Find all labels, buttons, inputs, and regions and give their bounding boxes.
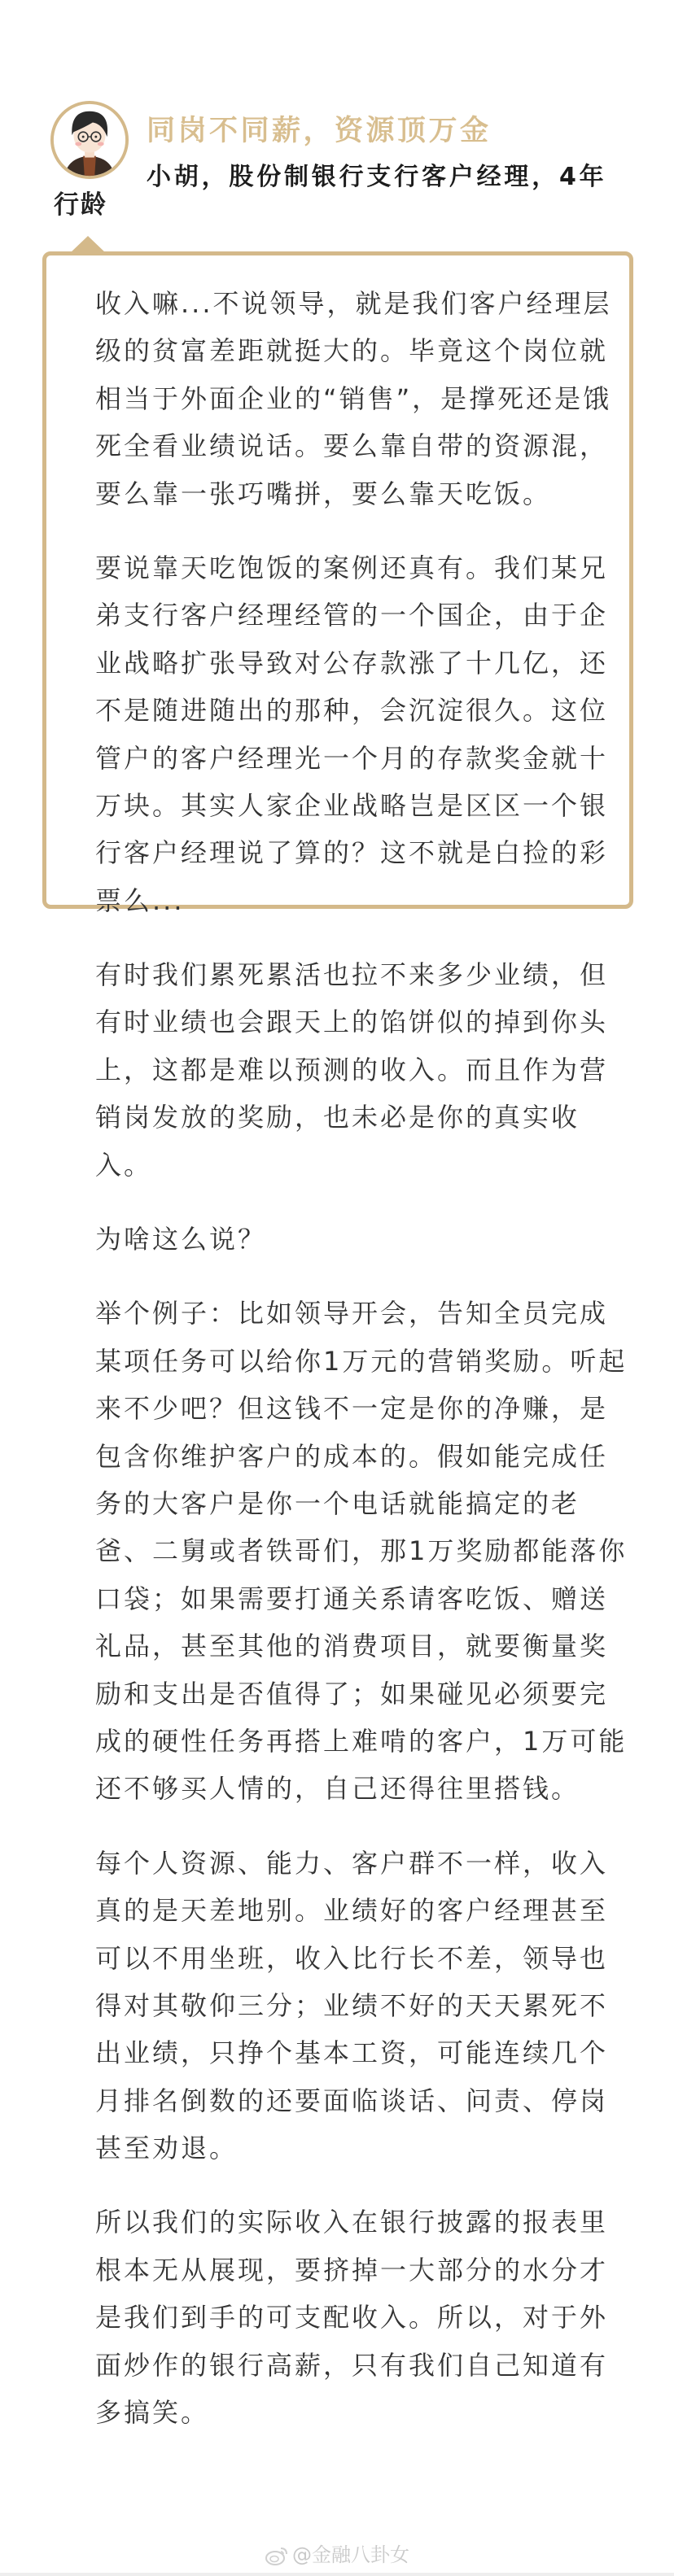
paragraph-line: 根本无从展现，要挤掉一大部分的水分才 [95, 2254, 609, 2286]
paragraph-line: 管户的客户经理光一个月的存款奖金就十 [95, 742, 609, 774]
paragraph-line: 口袋；如果需要打通关系请客吃饭、赠送 [95, 1583, 609, 1614]
paragraph-line: 要么靠一张巧嘴拼，要么靠天吃饭。 [95, 478, 552, 509]
paragraph-line: 成的硬性任务再搭上难啃的客户，1万可能 [95, 1725, 628, 1757]
paragraph-line: 举个例子：比如领导开会，告知全员完成 [95, 1298, 609, 1329]
paragraph-line: 为啥这么说？ [95, 1224, 267, 1255]
paragraph-line: 面炒作的银行高薪，只有我们自己知道有 [95, 2349, 609, 2381]
paragraph-line: 是我们到手的可支配收入。所以，对于外 [95, 2302, 609, 2334]
author-description: 小胡，股份制银行支行客户经理，4年 [147, 163, 607, 191]
paragraph-line: 有时业绩也会跟天上的馅饼似的掉到你头 [95, 1006, 609, 1038]
author-avatar [50, 100, 129, 180]
paragraph-line: 级的贫富差距就挺大的。毕竟这个岗位就 [95, 335, 609, 367]
paragraph-line: 出业绩，只挣个基本工资，可能连续几个 [95, 2037, 609, 2069]
speech-bubble-pointer [70, 236, 106, 253]
paragraph-line: 上，这都是难以预测的收入。而且作为营 [95, 1054, 609, 1085]
paragraph-line: 某项任务可以给你1万元的营销奖励。听起 [95, 1345, 628, 1377]
paragraph-line: 行客户经理说了算的？这不就是白捡的彩 [95, 837, 609, 869]
article-paragraph [95, 280, 612, 517]
paragraph-line: 来不少吧？但这钱不一定是你的净赚，是 [95, 1393, 609, 1425]
paragraph-line: 爸、二舅或者铁哥们，那1万奖励都能落你 [95, 1535, 628, 1567]
paragraph-line: 真的是天差地别。业绩好的客户经理甚至 [95, 1895, 609, 1927]
paragraph-line: 收入嘛...不说领导，就是我们客户经理层 [95, 288, 612, 319]
paragraph-line: 甚至劝退。 [95, 2133, 239, 2164]
paragraph-line: 死全看业绩说话。要么靠自带的资源混， [95, 430, 609, 462]
paragraph-line: 所以我们的实际收入在银行披露的报表里 [95, 2207, 609, 2238]
bottom-divider [0, 2573, 674, 2576]
paragraph-line: 有时我们累死累活也拉不来多少业绩，但 [95, 959, 609, 991]
article-paragraph [95, 1840, 609, 2172]
article-paragraph [95, 544, 609, 924]
paragraph-line: 励和支出是否值得了；如果碰见必须要完 [95, 1678, 609, 1709]
paragraph-line: 相当于外面企业的“销售”，是撑死还是饿 [95, 382, 612, 414]
article-paragraph [95, 1216, 600, 1263]
paragraph-line: 弟支行客户经理经管的一个国企，由于企 [95, 600, 609, 631]
paragraph-line: 万块。其实人家企业战略岂是区区一个银 [95, 789, 609, 821]
paragraph-line: 包含你维护客户的成本的。假如能完成任 [95, 1440, 609, 1472]
paragraph-line: 每个人资源、能力、客户群不一样，收入 [95, 1847, 609, 1879]
paragraph-line: 务的大客户是你一个电话就能搞定的老 [95, 1487, 580, 1519]
paragraph-line: 票么... [95, 884, 185, 916]
paragraph-line: 入。 [95, 1149, 153, 1181]
paragraph-line: 得对其敬仰三分；业绩不好的天天累死不 [95, 1989, 609, 2021]
watermark [0, 2539, 674, 2567]
paragraph-line: 月排名倒数的还要面临谈话、问责、停岗 [95, 2085, 609, 2116]
author-description-continued: 行龄 [54, 190, 107, 220]
article-paragraph [95, 2198, 609, 2436]
paragraph-line: 业战略扩张导致对公存款涨了十几亿，还 [95, 647, 609, 679]
article-body [95, 280, 628, 2463]
paragraph-line: 多搞笑。 [95, 2397, 210, 2429]
paragraph-line: 要说靠天吃饱饭的案例还真有。我们某兄 [95, 552, 609, 583]
article-title: 同岗不同薪，资源顶万金 [147, 115, 492, 147]
weibo-logo-icon [265, 2545, 289, 2566]
paragraph-line: 可以不用坐班，收入比行长不差，领导也 [95, 1942, 609, 1974]
paragraph-line: 还不够买人情的，自己还得往里搭钱。 [95, 1773, 580, 1805]
paragraph-line: 销岗发放的奖励，也未必是你的真实收 [95, 1102, 580, 1133]
article-paragraph [95, 951, 609, 1189]
watermark-handle: @金融八卦女 [292, 2543, 409, 2566]
paragraph-line: 不是随进随出的那种，会沉淀很久。这位 [95, 695, 609, 727]
article-paragraph [95, 1290, 628, 1812]
paragraph-line: 礼品，甚至其他的消费项目，就要衡量奖 [95, 1631, 609, 1662]
